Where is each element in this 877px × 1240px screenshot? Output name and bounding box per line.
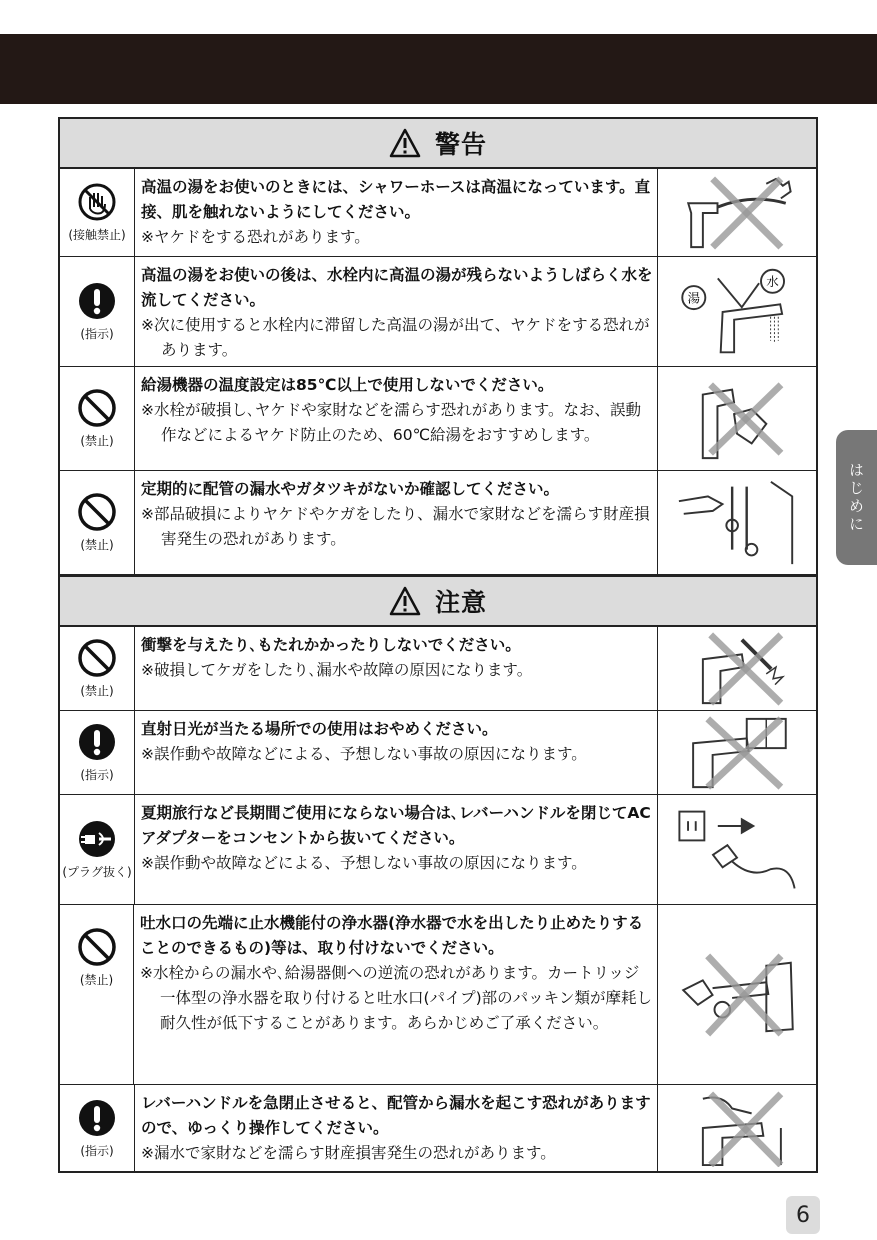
caution-row (60, 905, 816, 1085)
warning-header (60, 119, 816, 169)
instruction-icon (77, 722, 117, 762)
warning-text: 定期的に配管の漏水やガタツキがないか確認してください。 (141, 480, 560, 498)
caution-text: 直射日光が当たる場所での使用はおやめください。 (141, 720, 498, 738)
caution-triangle-icon (389, 586, 421, 616)
illustration-impact (658, 627, 816, 710)
caution-text: 夏期旅行など長期間ご使用にならない場合は､レバーハンドルを閉じてACアダプターをコンセントから抜いてください。 (141, 804, 651, 847)
warning-text: 高温の湯をお使いのときには、シャワーホースは高温になっています。直接、肌を触れないようにしてください。 (141, 178, 651, 221)
caution-title: 注意 (434, 588, 487, 617)
prohibited-icon (77, 492, 117, 532)
illustration-sunlight (658, 711, 816, 794)
symbol-label: (指示) (80, 327, 114, 341)
hot-water-label: 湯 (687, 289, 701, 305)
text-cell (135, 471, 658, 574)
symbol-label: (プラグ抜く) (62, 865, 132, 879)
caution-text: 衝撃を与えたり､もたれかかったりしないでください。 (141, 636, 521, 654)
symbol-cell (60, 257, 135, 366)
illustration-flush-water (658, 257, 816, 366)
caution-text: レバーハンドルを急閉止させると、配管から漏水を起こす恐れがありますので、ゆっくり操作してください。 (141, 1094, 651, 1137)
symbol-cell (60, 627, 135, 710)
text-cell (134, 905, 658, 1084)
caution-row (60, 1085, 816, 1171)
caution-note: ※破損してケガをしたり､漏水や故障の原因になります。 (141, 661, 533, 679)
symbol-cell (60, 169, 135, 256)
no-touch-icon (77, 182, 117, 222)
illustration-water-purifier (658, 905, 816, 1084)
symbol-label: (禁止) (80, 684, 114, 698)
symbol-cell (60, 795, 135, 904)
text-cell (135, 1085, 658, 1171)
symbol-label: (禁止) (79, 973, 114, 987)
caution-note: ※誤作動や故障などによる、予想しない事故の原因になります。 (141, 745, 587, 763)
instruction-icon (77, 1098, 117, 1138)
page-number: 6 (786, 1196, 820, 1234)
symbol-cell (60, 905, 134, 1084)
caution-note: ※漏水で家財などを濡らす財産損害発生の恐れがあります。 (141, 1144, 556, 1162)
caution-header (60, 575, 816, 627)
text-cell (135, 169, 658, 256)
illustration-hot-hose (658, 169, 816, 256)
caution-note: ※水栓からの漏水や､給湯器側への逆流の恐れがあります。カートリッジ一体型の浄水器を取り付けると吐水口(パイプ)部のパッキン類が摩耗し耐久性が低下することがあります。あらかじめご了承ください。 (140, 964, 652, 1032)
warning-triangle-icon (389, 128, 421, 158)
symbol-cell (60, 471, 135, 574)
unplug-icon (77, 819, 117, 859)
text-cell (135, 257, 658, 366)
illustration-high-temp (658, 367, 816, 470)
text-cell (135, 627, 658, 710)
illustration-unplug (658, 795, 816, 904)
symbol-cell (60, 711, 135, 794)
symbol-label: (禁止) (80, 538, 114, 552)
warning-row (60, 257, 816, 367)
symbol-label: (接触禁止) (68, 228, 126, 242)
caution-note: ※誤作動や故障などによる、予想しない事故の原因になります。 (141, 854, 587, 872)
prohibited-icon (77, 388, 117, 428)
warning-note: ※水栓が破損し､ヤケドや家財などを濡らす恐れがあります。なお、誤動作などによるヤケド防止のため、60℃給湯をおすすめします。 (141, 401, 641, 444)
symbol-cell (60, 367, 135, 470)
side-tab-label: はじめに (847, 461, 865, 534)
symbol-cell (60, 1085, 135, 1171)
caution-row (60, 795, 816, 905)
text-cell (135, 367, 658, 470)
text-cell (135, 711, 658, 794)
warning-row (60, 169, 816, 257)
symbol-label: (指示) (80, 1143, 114, 1158)
safety-table (58, 117, 818, 1173)
text-cell (135, 795, 658, 904)
caution-row (60, 627, 816, 711)
illustration-check-pipes (658, 471, 816, 574)
side-tab-introduction[interactable] (836, 430, 877, 565)
caution-row (60, 711, 816, 795)
warning-text: 給湯機器の温度設定は85℃以上で使用しないでください。 (141, 376, 554, 394)
warning-text: 高温の湯をお使いの後は、水栓内に高温の湯が残らないようしばらく水を流してください。 (141, 266, 653, 309)
prohibited-icon (77, 638, 117, 678)
warning-row (60, 367, 816, 471)
warning-note: ※ヤケドをする恐れがあります。 (141, 228, 370, 246)
warning-note: ※部品破損によりヤケドやケガをしたり、漏水で家財などを濡らす財産損害発生の恐れがあります。 (141, 505, 650, 548)
header-bar (0, 34, 877, 104)
symbol-label: (禁止) (80, 434, 114, 448)
illustration-lever-handle (658, 1085, 816, 1171)
warning-row (60, 471, 816, 575)
warning-note: ※次に使用すると水栓内に滞留した高温の湯が出て、ヤケドをする恐れがあります。 (141, 316, 650, 359)
prohibited-icon (77, 927, 117, 967)
cold-water-label: 水 (766, 273, 779, 289)
warning-title: 警告 (434, 130, 487, 159)
symbol-label: (指示) (80, 768, 114, 782)
instruction-icon (77, 281, 117, 321)
caution-text: 吐水口の先端に止水機能付の浄水器(浄水器で水を出したり止めたりすることのできるもの)等は、取り付けないでください。 (140, 914, 644, 957)
